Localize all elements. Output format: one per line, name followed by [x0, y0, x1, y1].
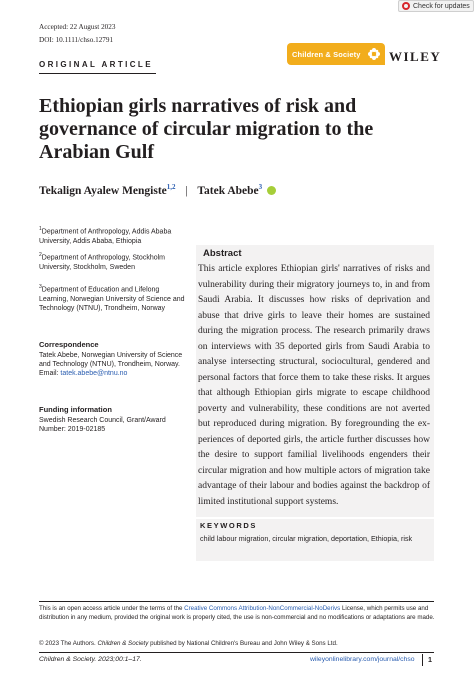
author-name[interactable]: Tatek Abebe: [197, 184, 259, 197]
correspondence-heading: Correspondence: [39, 340, 99, 349]
correspondence-address: Tatek Abebe, Norwegian University of Science and Technology (NTNU), Trondheim, Norway.: [39, 352, 183, 369]
page-number: 1: [428, 655, 432, 664]
page-citation: Children & Society. 2023;00:1–17.: [39, 656, 142, 663]
divider: [39, 652, 434, 653]
publisher-logo: WILEY: [389, 49, 442, 64]
affiliation: [39, 251, 185, 272]
affiliation-number: 3: [39, 284, 42, 290]
license-text: This is an open access article under the terms of the: [39, 605, 185, 612]
abstract-heading: Abstract: [203, 248, 242, 259]
journal-url-link[interactable]: wileyonlinelibrary.com/journal/chso: [310, 656, 415, 663]
crossmark-icon: [402, 2, 410, 10]
copyright-journal: Children & Society: [97, 640, 149, 647]
author-name[interactable]: Tekalign Ayalew Mengiste: [39, 184, 167, 197]
email-label: Email:: [39, 370, 61, 378]
affiliation-text: Department of Education and Lifelong Learning, Norwegian University of Science and Technology (NTNU), Trondheim, Norway: [39, 286, 185, 312]
accepted-date: Accepted: 22 August 2023: [39, 23, 116, 31]
affiliation-number: 2: [39, 252, 42, 258]
journal-badge-label: Children & Society: [292, 49, 361, 59]
keywords-list: child labour migration, circular migration, deportation, Ethiopia, risk: [200, 534, 413, 543]
flower-icon: [367, 47, 381, 61]
email-link[interactable]: tatek.abebe@ntnu.no: [60, 370, 128, 378]
affiliation: [39, 225, 185, 246]
author-affiliation-ref: 3: [258, 183, 263, 191]
abstract-body: This article explores Ethiopian girls' narratives of risks and vulnerability during their migratory journeys to, in and from Saudi Arabia. It discusses how risks of deprivation and abuse that drive girls to leave their homes are sustained during the migration process. The research primarily draws on interviews with 35 deported girls from Saudi Arabia to analyse intersecting structural, sociocultural, gendered and personal factors that force them to take these risks. It argues that although Ethiopian girls migrate to escape childhood poverty and vulnerability, these conditions are not averted but reproduced during migration. By foregrounding the experiences of deported girls, the article further discusses how the desire to support familial livelihoods engenders their circular migration and how multiple actors of migration take advantage of their labour and bodies against the backdrop of limited institutional support systems.: [198, 264, 430, 507]
doi[interactable]: DOI: 10.1111/chso.12791: [39, 36, 114, 44]
affiliation-number: 1: [39, 226, 42, 232]
copyright-text: published by National Children's Bureau and John Wiley & Sons Ltd.: [148, 640, 338, 647]
affiliation: [39, 283, 185, 313]
check-updates-button[interactable]: [398, 0, 474, 12]
affiliation-text: Department of Anthropology, Stockholm University, Stockholm, Sweden: [39, 254, 165, 271]
divider: [39, 73, 156, 74]
journal-badge: [287, 43, 385, 65]
license-notice: [39, 605, 439, 622]
divider: [422, 654, 423, 666]
copyright-notice: [39, 640, 439, 647]
correspondence-text: [39, 351, 185, 379]
funding-heading: Funding information: [39, 405, 112, 414]
affiliation-text: Department of Anthropology, Addis Ababa University, Addis Ababa, Ethiopia: [39, 228, 172, 245]
author-line: [39, 183, 276, 197]
funding-text: Swedish Research Council, Grant/Award Number: 2019-02185: [39, 417, 166, 434]
copyright-text: © 2023 The Authors.: [39, 640, 98, 647]
author-affiliation-ref: 1,2: [166, 183, 176, 191]
orcid-icon[interactable]: [267, 186, 276, 195]
author-separator: |: [185, 184, 188, 197]
license-text: License, which permits use and distribution in any medium, provided the original work is properly cited, the use is non-commercial and no modifications or adaptations are made.: [39, 605, 435, 621]
article-title: Ethiopian girls narratives of risk and governance of circular migration to the Arabian Gulf: [39, 95, 374, 163]
license-link[interactable]: Creative Commons Attribution-NonCommercial-NoDerivs: [184, 605, 341, 612]
keywords-heading: KEYWORDS: [200, 521, 257, 530]
article-type: ORIGINAL ARTICLE: [39, 60, 153, 69]
divider: [39, 601, 434, 602]
check-updates-label: Check for updates: [413, 2, 470, 10]
